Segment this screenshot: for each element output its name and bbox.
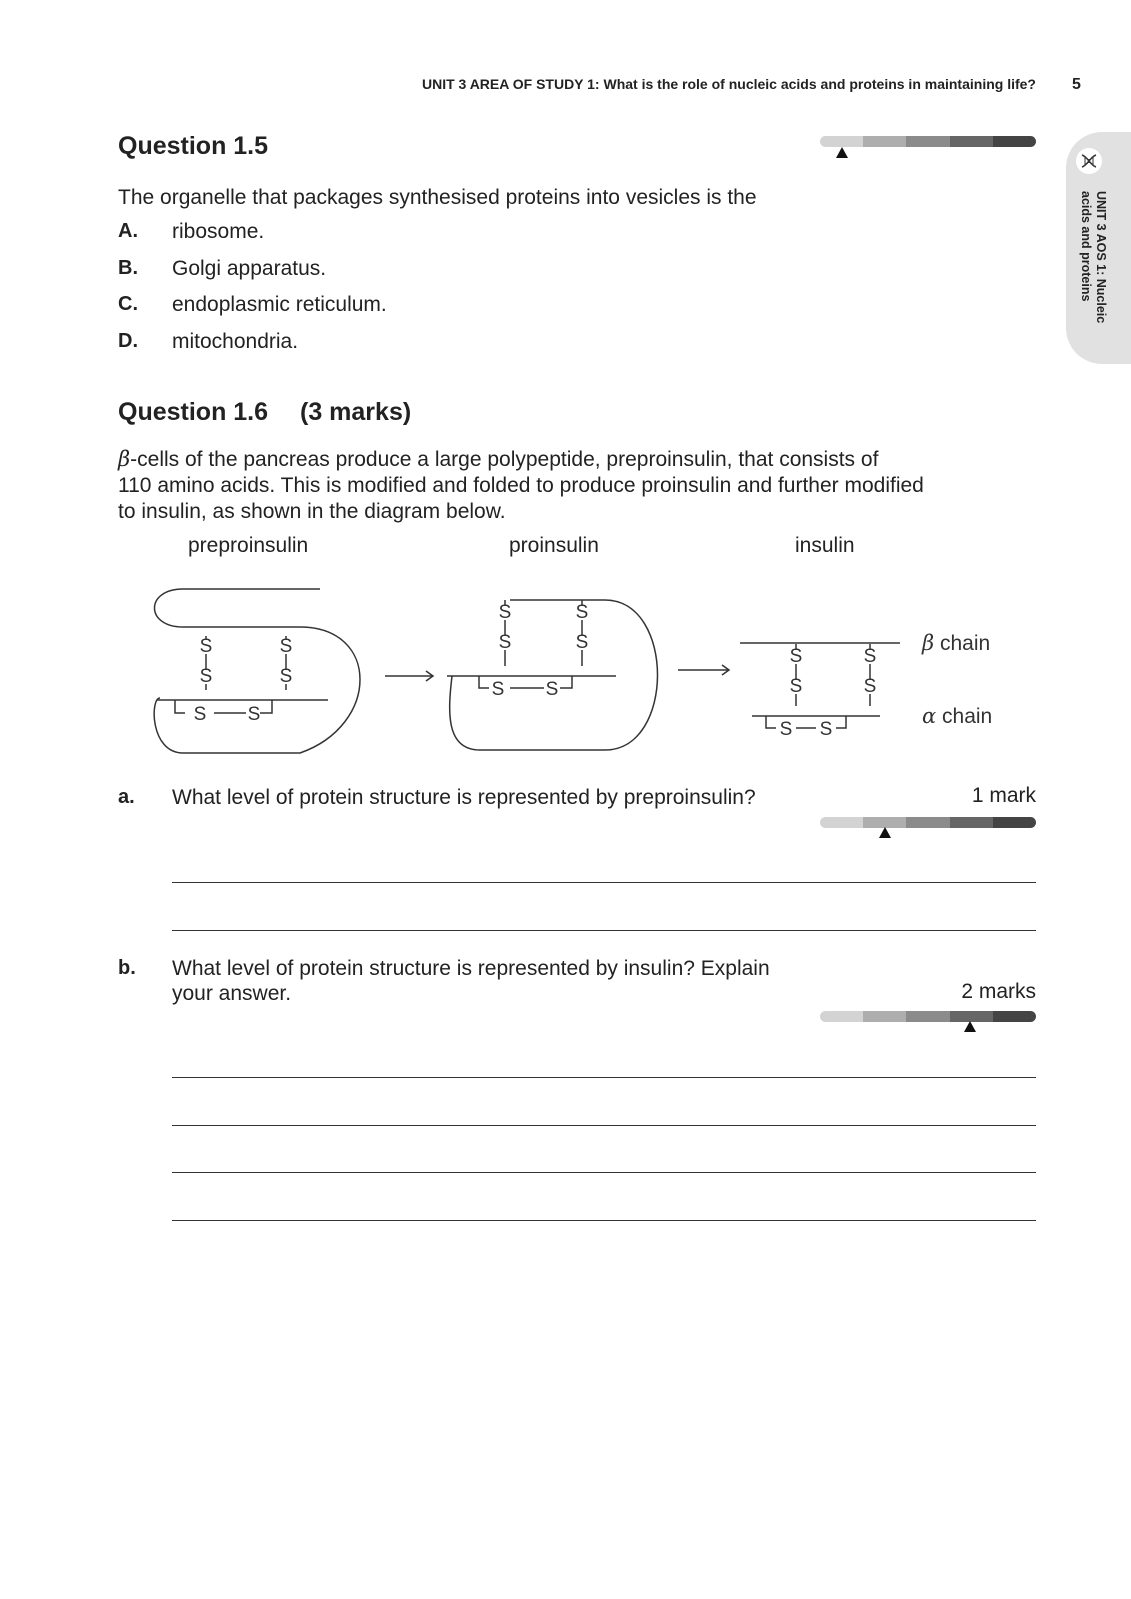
difficulty-segment — [950, 817, 993, 828]
difficulty-segment — [993, 136, 1036, 147]
page-number: 5 — [1072, 76, 1081, 93]
part-b-question-line1: What level of protein structure is represented by insulin? Explain — [172, 957, 770, 980]
part-a-marks: 1 mark — [971, 784, 1036, 807]
bond-bracket — [260, 700, 272, 713]
part-a-question: What level of protein structure is represented by preproinsulin? — [172, 786, 756, 809]
question-1-5-stem: The organelle that packages synthesised proteins into vesicles is the — [118, 186, 757, 209]
bond-bracket — [560, 676, 572, 688]
part-b-marks: 2 marks — [961, 980, 1036, 1003]
difficulty-segment — [906, 817, 949, 828]
sulfur-label: S — [789, 646, 803, 667]
difficulty-segment — [993, 1011, 1036, 1022]
sulfur-label: S — [863, 676, 877, 697]
sulfur-label: S — [193, 704, 207, 725]
answer-line[interactable] — [172, 882, 1036, 883]
answer-line[interactable] — [172, 1125, 1036, 1126]
label-proinsulin: proinsulin — [509, 534, 599, 557]
part-b-question-line2: your answer. — [172, 982, 292, 1005]
difficulty-segment — [993, 817, 1036, 828]
sulfur-label: S — [247, 704, 261, 725]
part-b-letter: b. — [118, 957, 136, 979]
difficulty-segment — [906, 136, 949, 147]
part-a-letter: a. — [118, 786, 135, 808]
sulfur-label: S — [545, 679, 559, 700]
option-text: ribosome. — [172, 220, 265, 243]
bond-bracket — [836, 716, 846, 728]
difficulty-segment — [863, 1011, 906, 1022]
bond-bracket — [766, 716, 776, 728]
option-letter: D. — [118, 330, 138, 352]
difficulty-segment — [820, 136, 863, 147]
label-insulin: insulin — [795, 534, 855, 557]
option-letter: C. — [118, 293, 138, 315]
side-tab — [1066, 132, 1131, 364]
sulfur-label: S — [279, 636, 293, 657]
beta-chain-label: β chain — [922, 631, 991, 655]
difficulty-marker — [964, 1021, 976, 1032]
sulfur-label: S — [779, 719, 793, 740]
sulfur-label: S — [575, 602, 589, 623]
sulfur-label: S — [575, 632, 589, 653]
question-1-6-intro-line3: to insulin, as shown in the diagram below. — [118, 500, 506, 523]
side-tab-line1: UNIT 3 AOS 1: Nucleic — [1094, 191, 1108, 324]
sulfur-label: S — [863, 646, 877, 667]
intro-line1-text: -cells of the pancreas produce a large polypeptide, preproinsulin, that consists of — [130, 448, 879, 471]
question-1-5-title: Question 1.5 — [118, 132, 269, 160]
option-text: Golgi apparatus. — [172, 257, 327, 280]
difficulty-segment — [820, 1011, 863, 1022]
dna-icon — [1076, 148, 1102, 174]
option-text: endoplasmic reticulum. — [172, 293, 387, 316]
option-letter: A. — [118, 220, 138, 242]
question-1-6-marks: (3 marks) — [300, 398, 412, 426]
sulfur-label: S — [199, 666, 213, 687]
side-tab-label — [1078, 191, 1108, 323]
answer-line[interactable] — [172, 1220, 1036, 1221]
running-header: UNIT 3 AREA OF STUDY 1: What is the role of nucleic acids and proteins in maintaining life? — [421, 76, 1036, 92]
sulfur-label: S — [498, 632, 512, 653]
difficulty-marker — [879, 827, 891, 838]
side-tab-line2: acids and proteins — [1079, 191, 1093, 302]
difficulty-segment — [863, 136, 906, 147]
answer-line[interactable] — [172, 930, 1036, 931]
sulfur-label: S — [498, 602, 512, 623]
difficulty-segment — [906, 1011, 949, 1022]
answer-line[interactable] — [172, 1077, 1036, 1078]
sulfur-label: S — [819, 719, 833, 740]
sulfur-label: S — [279, 666, 293, 687]
proinsulin-strand — [450, 600, 658, 750]
question-1-6-title: Question 1.6 — [118, 398, 269, 426]
insulin-processing-diagram — [140, 570, 1040, 760]
sulfur-label: S — [199, 636, 213, 657]
beta-symbol: β — [118, 447, 131, 471]
difficulty-segment — [820, 817, 863, 828]
question-1-6-intro-line2: 110 amino acids. This is modified and folded to produce proinsulin and further modified — [118, 474, 924, 497]
sulfur-label: S — [491, 679, 505, 700]
difficulty-bar — [820, 817, 1036, 828]
bond-bracket — [479, 676, 489, 688]
bond-bracket — [175, 700, 185, 713]
difficulty-bar — [820, 136, 1036, 147]
option-text: mitochondria. — [172, 330, 299, 353]
preproinsulin-top-strand — [154, 589, 360, 753]
sulfur-label: S — [789, 676, 803, 697]
label-preproinsulin: preproinsulin — [188, 534, 309, 557]
difficulty-marker — [836, 147, 848, 158]
difficulty-segment — [950, 136, 993, 147]
answer-line[interactable] — [172, 1172, 1036, 1173]
alpha-chain-label: α chain — [922, 704, 993, 728]
option-letter: B. — [118, 257, 138, 279]
difficulty-bar — [820, 1011, 1036, 1022]
question-1-6-intro-line1 — [118, 446, 878, 473]
